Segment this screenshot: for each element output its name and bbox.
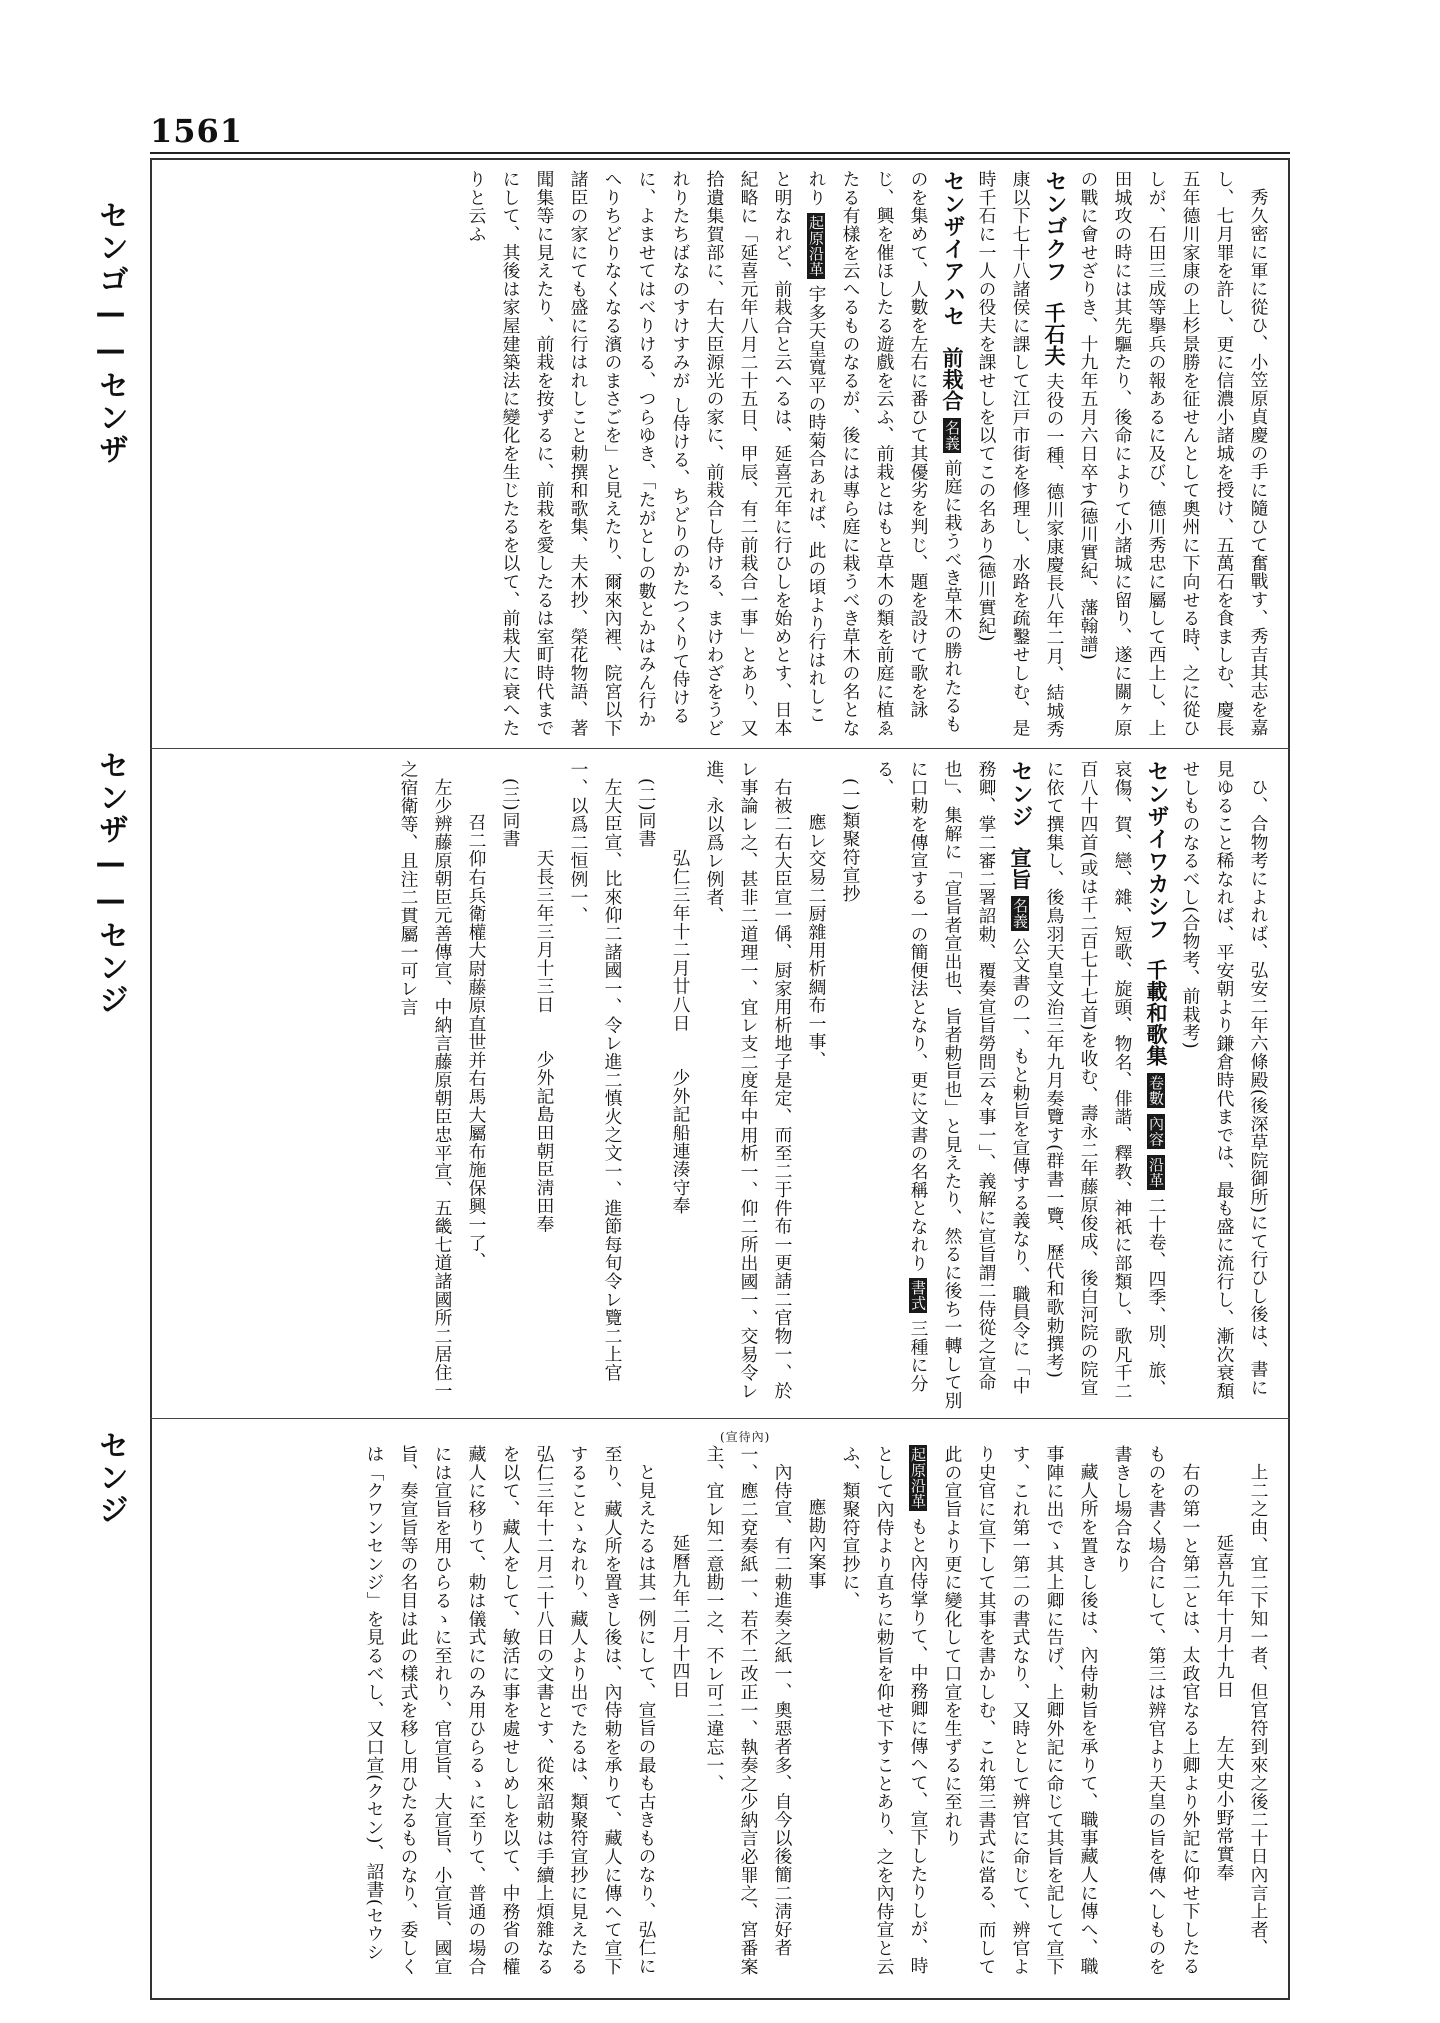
entry-text: 三種に分る、: [874, 760, 929, 1393]
paragraph: 上二之由、宜二下知一者、但官符到來之後二十日內言上者、: [1248, 1462, 1269, 1957]
document-line: 左大臣宣、比來仰二諸國一、令レ進二慎火之文一、進節每旬令レ覽二上官一、以爲二恒例一、: [568, 760, 623, 1382]
document-line: (二)同書: [636, 777, 657, 848]
tag-label: 名義: [1011, 898, 1029, 929]
entry-text: 公文書の一、もと勅旨を宣傳する義なり、職員令に「中務卿、掌二審二署詔勅、覆奏宣旨勞問云々事一」、義解に宣旨謂二侍從之宣命也」、集解に「宣旨者宣出也、旨者勅旨也」と見えたり、然るに後ち一轉して別に口勅を傳宣する一の簡便法となり、更に文書の名稱となれり: [908, 760, 1031, 1410]
entry-text: 二十卷、四季、別、旅、哀傷、賀、戀、雜、短歌、旋頭、物名、俳諧、釋教、神祇に部類し、歌凡千二百八十四首(或は千二百七十七首)を收む、壽永二年藤原俊成、後白河院の院宣に依て撰集し、後鳥羽天皇文治三年九月奏覽す(群書一覽、歷代和歌勅撰考): [1044, 760, 1167, 1401]
entry-kanji: 千石夫: [1042, 301, 1067, 367]
document-line: 弘仁三年十二月廿八日 少外記船連湊守奉: [670, 848, 691, 1215]
entry-title: センザイアハセ: [940, 170, 965, 328]
entry-title: センゴクフ: [1042, 170, 1067, 283]
document-line: (一)類聚符宣抄: [840, 777, 861, 903]
entry-kanji: 宣旨: [1008, 846, 1033, 890]
guide-word-bottom: センジ: [93, 1430, 128, 1526]
entry-title: センジ: [1008, 760, 1033, 828]
entry-senzaiawase: [459, 170, 969, 740]
section-bottom: [165, 1445, 1275, 1990]
origin-block: [833, 1445, 935, 1990]
column-note: (宣待內): [720, 1430, 771, 1444]
paragraph-prev-entry-tail: 秀久密に軍に從ひ、小笠原貞慶の手に隨ひて奮戰す、秀吉其志を嘉し、七月罪を許し、更に信濃小諸城を授け、五萬石を食ましむ、慶長五年德川家康の上杉景勝を征せんとして奧州に下向せる時、之に從ひしが、石田三成等擧兵の報あるに及び、德川秀忠に屬して西上し、上田城攻の時には其先驅たり、後命によりて小諸城に留り、遂に關ヶ原の戰に會せざりき、十九年五月六日卒す(德川實紀、藩翰譜): [1078, 170, 1269, 737]
guide-word-top: センゴ——センザ: [93, 200, 128, 466]
section-middle: [165, 760, 1275, 1410]
entry-title: センザイワカシフ: [1144, 760, 1169, 940]
entry-senji: [867, 760, 1037, 1410]
paragraph: 右の第一と第二とは、太政官なる上卿より外記に仰せ下したるものを書く場合にして、第三は辨官より天皇の旨を傳へしものを書きし場合なり: [1112, 1445, 1201, 1976]
document-line: 天長三年三月十三日 少外記島田朝臣淸田奉: [534, 848, 555, 1234]
document-line: 延曆九年二月十四日: [670, 1533, 691, 1699]
header-rule: [150, 152, 1290, 154]
tag-label: 內容: [1147, 1116, 1165, 1148]
tag-label: 沿革: [1147, 1157, 1165, 1189]
document-line: 延喜九年十月十九日 左大史小野常實奉: [1214, 1533, 1235, 1882]
section-divider-1: [150, 748, 1290, 749]
section-top: [165, 170, 1275, 740]
document-line: 應勘內案事: [806, 1498, 827, 1590]
tag-label: 書式: [909, 1280, 927, 1312]
tag-label: 卷數: [1147, 1075, 1165, 1106]
entry-text: もと內侍掌りて、中務卿に傳へて、宣下したりしが、時として內侍より直ちに勅旨を仰せ下すことあり、之を內侍宣と云ふ、類聚符宣抄に、: [840, 1445, 929, 1976]
document-line: 應レ交易二厨雜用析綢布一事、: [806, 813, 827, 1070]
tag-label: 起原沿革: [909, 1447, 927, 1509]
document-line: 右被二右大臣宣一偁、厨家用析地子是定、而至二于件布一更請二官物一、於レ事論レ之、甚非二道理一、宜レ支二度年中用析一、仰二所出國一、交易令レ進、永以爲レ例者、: [704, 760, 793, 1401]
entry-sengokufu: [969, 170, 1071, 740]
document-line: 召二仰右兵衛權大尉藤原直世并右馬大屬布施保興一了、: [466, 813, 487, 1271]
section-divider-2: [150, 1418, 1290, 1419]
page-number: 1561: [150, 112, 244, 150]
entry-text: 宇多天皇寬平の時菊合あれば、此の頃より行はれしこと明なれど、前栽合と云へるは、延喜元年に行ひしを始めとす、日本紀略に「延喜元年八月二十五日、甲辰、有二前栽合一事」とあり、又拾遺集賀部に、右大臣源光の家に、前栽合し侍ける、まけわざをうどれりたちばなのすけすみが し侍ける、ちどりのかたつくりて侍けるに、よませてはべりける、つらゆき、「たがとしの數とかはみん行かへりちどりなくなる濱のまさごを」と見えたり、爾來內裡、院宮以下諸臣の家にても盛に行はれしこと勅撰和歌集、夫木抄、榮花物語、著聞集等に見えたり、前栽を按ずるに、前栽を愛したるは室町時代までにして、其後は家屋建築法に變化を生じたるを以て、前栽大に衰へたりと云ふ: [466, 170, 827, 737]
document-line: 左少辨藤原朝臣元善傳宣、中納言藤原朝臣忠平宣、五畿七道諸國所二居住一之宿衛等、且注二貫屬一可レ言: [398, 760, 453, 1400]
document-line: 內侍宣、有二勅進奏之紙一、奧惡者多、自今以後簡二淸好者一、應二兗奏紙一、若不二改正一、執奏之少納言必罪之、宮番案主、宜レ知二意勘一之、不レ可二違忘一、: [704, 1445, 793, 1976]
paragraph-lead: ひ、合物考によれば、弘安二年六條殿(後深草院御所)にて行ひし後は、書に見ゆること稀なれば、平安朝より鎌倉時代までは、最も盛に流行し、漸次衰頽せしものなるべし(合物考、前栽考): [1180, 760, 1269, 1401]
paragraph: と見えたるは其一例にして、宣旨の最も古きものなり、弘仁に至り、藏人所を置きし後は、內侍勅を承りて、藏人に傳へて宣下することゝなれり、藏人より出でたるは、類聚符宣抄に見えたる弘仁三年十二月二十八日の文書とす、從來詔勅は手續上煩雜なるを以て、藏人をして、敏活に事を處せしめしを以て、中務省の權藏人に移りて、勅は儀式にのみ用ひらるゝに至りて、普通の場合には宣旨を用ひらるゝに至れり、官宣旨、大宣旨、小宣旨、國宣旨、奏宣旨等の名目は此の樣式を移し用ひたるものなり、委しくは「クワンセンジ」を見るべし、又口宣(クセン)、詔書(セウシ: [364, 1445, 657, 1976]
tag-label: 起原沿革: [807, 214, 825, 277]
paragraph: 藏人所を置きし後は、內侍勅旨を承りて、職事藏人に傳へ、職事陣に出でゝ其上卿に告げ、上卿外記に命じて其旨を記して宣下す、これ第一第二の書式なり、又時として辨官に命じて、辨官より史官に宣下して其事を書かしむ、これ第三書式に當る、而して此の宣旨より更に變化して口宣を生ずるに至れり: [942, 1445, 1099, 1976]
entry-text: 前庭に栽うべき草木の勝れたるものを集めて、人數を左右に番ひて其優劣を判じ、題を設けて歌を詠じ、興を催ほしたる遊戲を云ふ、前栽とはもと草木の類を前庭に植ゑたる有樣を云へるものなるが、後には專ら庭に栽うべき草木の名となれり: [806, 170, 963, 737]
entry-kanji: 前栽合: [940, 346, 965, 412]
tag-label: 名義: [943, 419, 961, 451]
entry-text: 夫役の一種、德川家康慶長八年二月、結城秀康以下七十八諸侯に課して江戸市街を修理し、水路を疏鑿せしむ、是時千石に一人の役夫を課せしを以てこの名あり(德川實紀): [976, 170, 1065, 739]
document-line: (三)同書: [500, 777, 521, 848]
guide-word-middle: センザ——センジ: [93, 750, 128, 1016]
entry-kanji: 千載和歌集: [1144, 959, 1169, 1067]
entry-senzaiwakashu: [1037, 760, 1173, 1410]
